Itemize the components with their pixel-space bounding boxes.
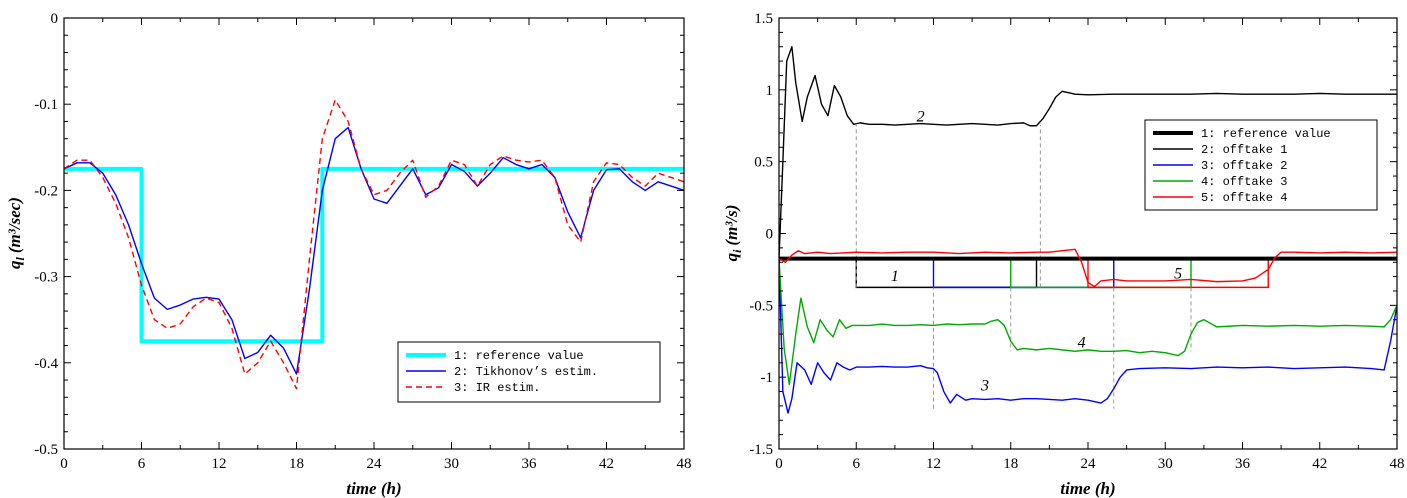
left-x-tick-label: 12 [211, 456, 227, 472]
right-curve-label-5: 5 [1174, 265, 1183, 283]
right-y-tick-label: 1 [765, 82, 773, 99]
right-legend-label-4: 4: offtake 3 [1201, 175, 1288, 189]
right-legend-label-3: 3: offtake 2 [1201, 159, 1288, 173]
left-x-tick-label: 24 [366, 456, 382, 472]
right-y-label-sub: i [730, 249, 744, 253]
right-curve-label-4: 4 [1077, 334, 1086, 352]
right-plot-frame [779, 18, 1397, 449]
left-legend-label-1: 1: reference value [454, 349, 584, 363]
right-curve-label-2: 2 [916, 108, 925, 126]
right-x-tick-label: 0 [775, 456, 783, 472]
right-chart [722, 11, 1405, 498]
right-x-tick-label: 12 [926, 456, 941, 472]
left-y-tick-label: -0.2 [34, 183, 58, 200]
left-y-tick-label: -0.3 [34, 269, 58, 286]
right-legend [1145, 120, 1377, 210]
left-series-line-1 [64, 169, 684, 341]
right-curve-label-1: 1 [890, 268, 899, 286]
right-legend-label-2: 2: offtake 1 [1201, 143, 1288, 157]
left-legend-label-2: 2: Tikhonov’s estim. [454, 365, 599, 379]
right-x-tick-label: 48 [1389, 456, 1405, 472]
left-y-tick-label: 0 [50, 11, 58, 27]
right-y-axis-label [722, 205, 744, 262]
right-x-tick-label: 18 [1003, 456, 1019, 472]
right-x-tick-label: 6 [852, 456, 860, 472]
left-x-tick-label: 48 [676, 456, 692, 472]
left-x-tick-label: 36 [521, 456, 537, 472]
left-y-label-unit: (m³/sec) [5, 197, 24, 254]
right-y-label-unit: (m³/s) [722, 204, 741, 246]
right-step-3 [1011, 259, 1191, 288]
right-x-tick-label: 42 [1312, 456, 1328, 472]
right-y-tick-label: -1 [760, 370, 773, 387]
left-legend-label-3: 3: IR estim. [454, 381, 541, 395]
right-legend-label-1: 1: reference value [1201, 127, 1331, 141]
right-y-tick-label: -0.5 [749, 298, 773, 315]
right-x-tick-label: 30 [1157, 456, 1173, 472]
left-x-tick-label: 0 [60, 456, 68, 472]
left-x-tick-label: 18 [289, 456, 304, 472]
right-x-tick-label: 36 [1235, 456, 1250, 472]
left-x-tick-label: 42 [599, 456, 614, 472]
right-y-tick-label: 0 [765, 226, 773, 243]
left-x-axis-label: time (h) [346, 479, 402, 498]
left-y-axis-label [5, 197, 27, 269]
right-y-tick-label: -1.5 [749, 442, 773, 458]
left-chart [5, 11, 692, 498]
right-x-tick-label: 24 [1080, 456, 1096, 472]
right-x-axis-label: time (h) [1060, 479, 1116, 498]
right-curve-label-3: 3 [981, 377, 989, 395]
right-y-tick-label: 1.5 [754, 11, 773, 27]
left-y-label-sub: l [13, 257, 27, 261]
right-step-2 [934, 259, 1114, 288]
left-x-tick-label: 30 [444, 456, 459, 472]
left-series-line-2 [64, 127, 684, 374]
right-legend-label-5: 5: offtake 4 [1201, 191, 1288, 205]
left-y-tick-label: -0.5 [34, 442, 58, 458]
left-legend [398, 342, 660, 402]
left-y-tick-label: -0.1 [34, 97, 58, 114]
right-step-1 [856, 259, 1036, 288]
left-y-label-base: q [5, 260, 24, 269]
right-y-label-base: q [722, 252, 741, 262]
left-y-tick-label: -0.4 [34, 355, 58, 372]
left-x-tick-label: 6 [137, 456, 146, 472]
right-y-tick-label: 0.5 [754, 154, 773, 171]
